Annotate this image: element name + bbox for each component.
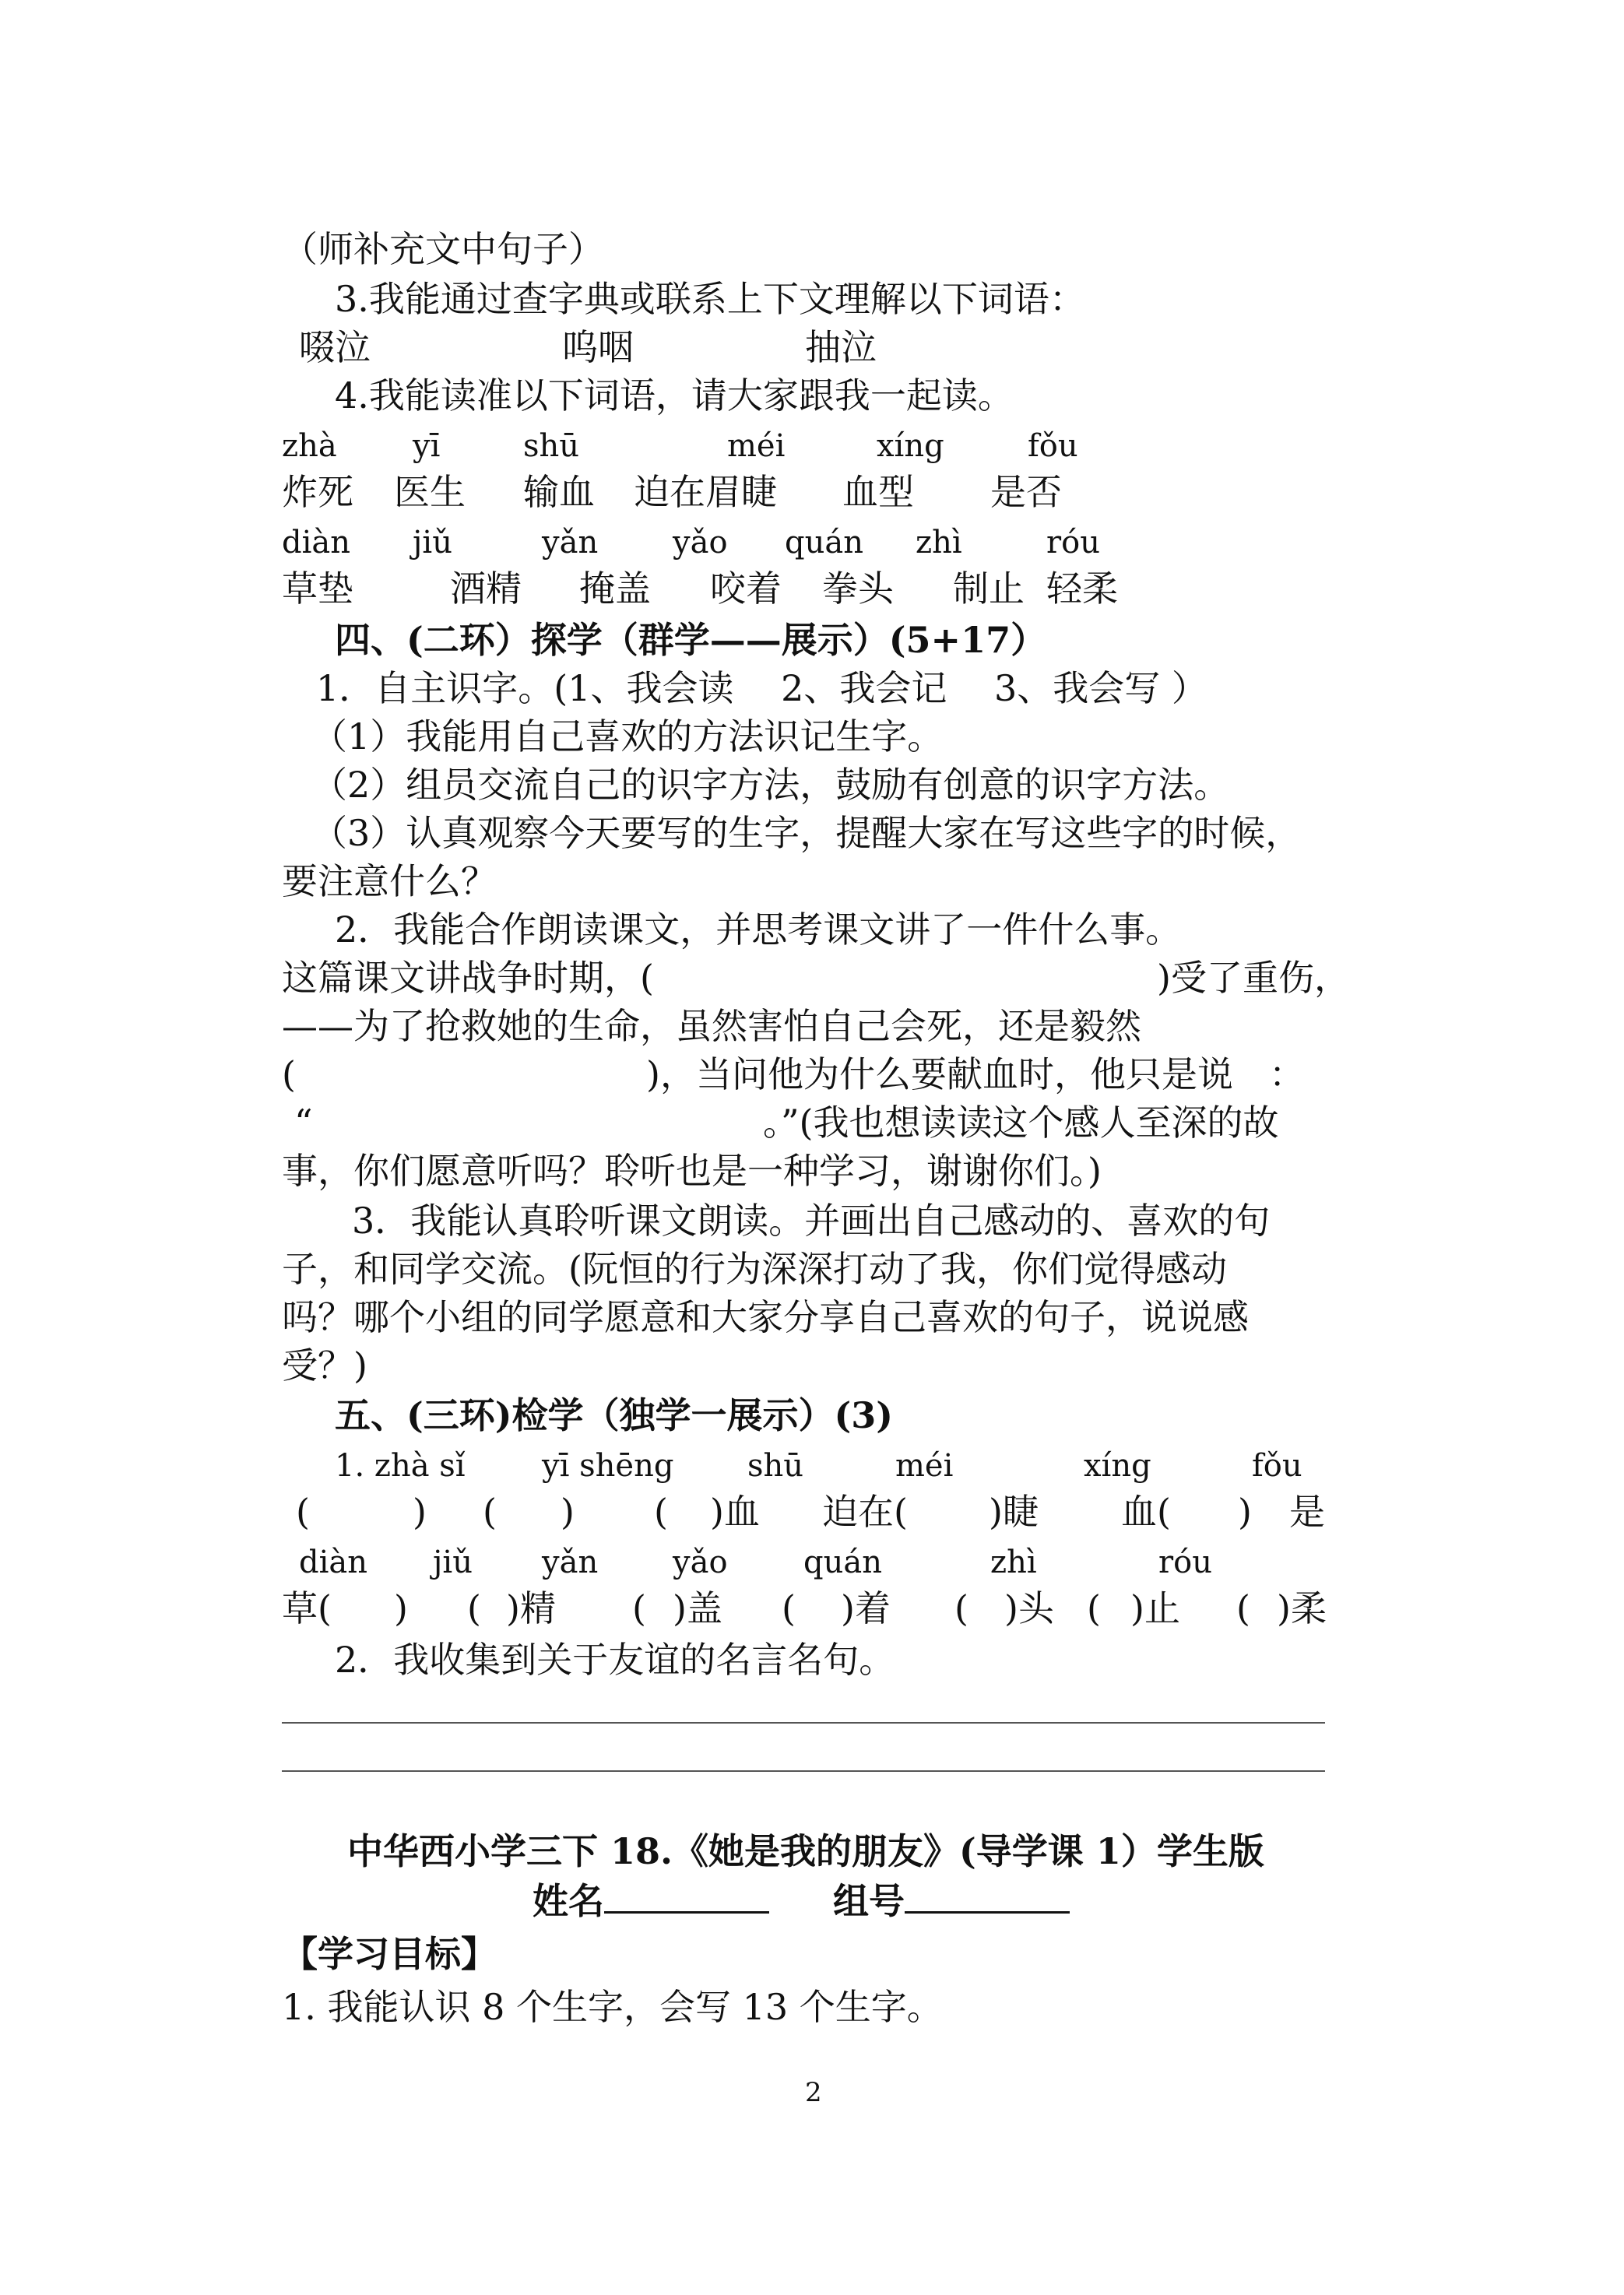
check-blank: ( [632,1587,646,1629]
check-blank: )睫 [989,1491,1039,1533]
vocab-word-1: 啜泣 [299,326,371,368]
word: 炸死 [282,471,353,513]
pinyin: róu [1046,525,1100,561]
pinyin: zhà [282,428,337,464]
check-pinyin: quán [803,1545,882,1580]
page-number: 2 [805,2077,822,2108]
fill-line-4b: 。”(我也想读读这个感人至深的故 [763,1102,1279,1144]
word: 轻柔 [1046,568,1118,610]
check-blank: ( [654,1491,668,1533]
word: 酒精 [450,568,522,610]
line-sub-1: （1）我能用自己喜欢的方法识记生字。 [311,715,944,757]
lesson-title: 中华西小学三下 18.《她是我的朋友》(导学课 1）学生版 [347,1830,1264,1872]
check-blank: )着 [841,1587,891,1629]
line-item-2: 2．我能合作朗读课文，并思考课文讲了一件什么事。 [335,909,1182,951]
check-blank: ( [1087,1587,1101,1629]
pinyin: xíng [877,428,944,464]
line-item-3b: 3．我能认真聆听课文朗读。并画出自己感动的、喜欢的句 [352,1200,1271,1242]
line-sub-3-cont: 要注意什么？ [282,860,497,902]
check-pinyin: xíng [1084,1448,1151,1484]
pinyin: jiǔ [413,525,452,561]
name-label: 姓名 [533,1880,604,1922]
check-blank: )柔 [1277,1587,1327,1629]
pinyin: méi [727,428,786,464]
word: 制止 [953,568,1025,610]
pinyin: yǎn [542,525,599,561]
line-item-3b-cont2: 吗？哪个小组的同学愿意和大家分享自己喜欢的句子，说说感 [282,1296,1249,1338]
line-quotes-task: 2．我收集到关于友谊的名言名句。 [335,1639,895,1681]
check-blank: 迫在( [822,1491,908,1533]
writing-line [282,1770,1325,1772]
pinyin: yǎo [673,525,728,561]
check-blank: )盖 [673,1587,722,1629]
check-pinyin: 1. zhà sǐ [335,1448,466,1484]
vocab-word-2: 呜咽 [562,326,634,368]
fill-line-1b: )受了重伤， [1157,957,1350,999]
check-pinyin: yǎo [673,1545,728,1580]
check-pinyin: shū [747,1448,804,1484]
line-item-3b-cont3: 受？) [282,1344,367,1386]
name-field[interactable] [533,1879,769,1923]
check-pinyin: róu [1158,1545,1212,1580]
check-blank: 是 [1289,1491,1325,1533]
check-pinyin: jiǔ [433,1545,473,1580]
line-self-literacy: 1．自主识字。(1、我会读 2、我会记 3、我会写 ） [316,667,1207,709]
check-pinyin: fǒu [1252,1448,1302,1484]
word: 医生 [394,471,466,513]
group-field[interactable] [833,1879,1070,1923]
name-blank[interactable] [604,1880,769,1914]
check-blank: ) [394,1587,408,1629]
fill-line-4a: “ [294,1102,313,1144]
vocab-word-3: 抽泣 [805,326,877,368]
pinyin: zhì [916,525,962,561]
group-blank[interactable] [905,1880,1070,1914]
check-blank: 草( [282,1587,332,1629]
check-pinyin: diàn [299,1545,368,1580]
pinyin: fǒu [1028,428,1078,464]
check-blank: ( [1236,1587,1250,1629]
group-label: 组号 [833,1880,905,1922]
check-blank: ( [954,1587,968,1629]
word: 掩盖 [579,568,651,610]
check-blank: ) [1238,1491,1252,1533]
check-blank: )头 [1004,1587,1054,1629]
fill-line-3a: ( [282,1053,296,1095]
check-blank: ( [782,1587,796,1629]
objective-1: 1. 我能认识 8 个生字，会写 13 个生字。 [282,1986,943,2028]
section-five-heading: 五、(三环)检学（独学一展示）(3) [335,1394,894,1436]
word: 咬着 [710,568,782,610]
line-teacher-supplement: （师补充文中句子） [282,228,604,270]
word: 拳头 [822,568,894,610]
word: 输血 [523,471,595,513]
line-sub-2: （2）组员交流自己的识字方法，鼓励有创意的识字方法。 [311,764,1230,806]
line-item-3b-cont1: 子，和同学交流。(阮恒的行为深深打动了我，你们觉得感动 [282,1248,1227,1290]
fill-line-2: ——为了抢救她的生命，虽然害怕自己会死，还是毅然 [282,1005,1141,1047]
check-pinyin: yǎn [542,1545,599,1580]
line-item-4: 4.我能读准以下词语，请大家跟我一起读。 [335,374,1014,416]
fill-line-1a: 这篇课文讲战争时期，( [282,957,654,999]
pinyin: yī [413,428,441,464]
check-blank: )精 [506,1587,556,1629]
check-blank: ( [483,1491,497,1533]
line-sub-3: （3）认真观察今天要写的生字，提醒大家在写这些字的时候， [311,812,1302,854]
check-blank: 血( [1121,1491,1171,1533]
check-blank: ) [561,1491,575,1533]
line-listen: 事，你们愿意听吗？聆听也是一种学习，谢谢你们。) [282,1150,1102,1192]
check-blank: ) [413,1491,427,1533]
check-pinyin: yī shēng [542,1448,674,1484]
check-blank: ( [296,1491,310,1533]
check-pinyin: zhì [990,1545,1037,1580]
pinyin: diàn [282,525,351,561]
word: 血型 [842,471,914,513]
check-blank: ( [467,1587,481,1629]
line-item-3: 3.我能通过查字典或联系上下文理解以下词语： [335,278,1085,320]
check-blank: )血 [710,1491,760,1533]
pinyin: shū [523,428,580,464]
check-pinyin: méi [895,1448,954,1484]
check-blank: )止 [1130,1587,1180,1629]
section-four-heading: 四、(二环）探学（群学——展示）(5+17） [335,619,1047,661]
pinyin: quán [785,525,863,561]
word: 草垫 [282,568,353,610]
writing-line [282,1722,1325,1724]
word: 迫在眉睫 [634,471,777,513]
word: 是否 [990,471,1062,513]
fill-line-3b: )，当问他为什么要献血时，他只是说 ： [646,1053,1305,1095]
objectives-heading: 【学习目标】 [282,1933,497,1975]
